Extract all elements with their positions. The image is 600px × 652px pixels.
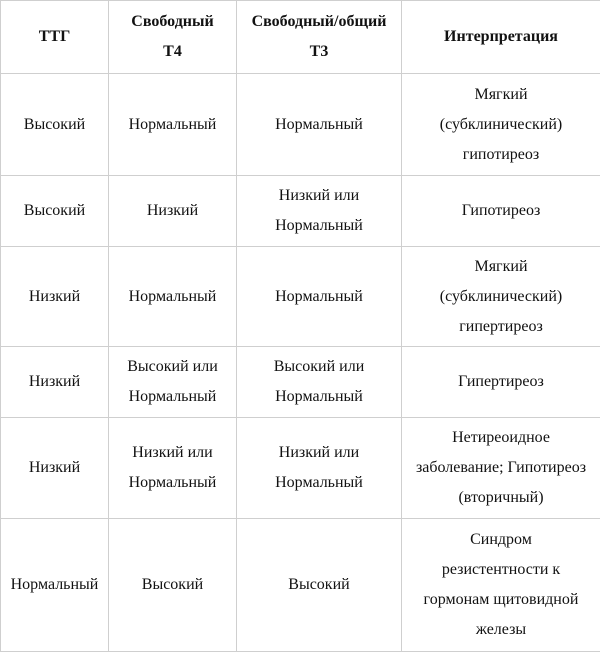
cell-text: Нормальный — [113, 468, 232, 498]
cell-interpretation — [402, 74, 600, 176]
cell-text: (субклинический) — [406, 282, 596, 312]
cell-text: железы — [406, 615, 596, 645]
cell-text: резистентности к — [406, 555, 596, 585]
cell-text: Гипертиреоз — [406, 367, 596, 397]
cell-interpretation — [402, 519, 600, 652]
cell-t3 — [237, 176, 402, 247]
header-row — [1, 1, 600, 74]
cell-t3 — [237, 519, 402, 652]
cell-text: Низкий или — [241, 438, 397, 468]
header-tsh — [1, 1, 109, 74]
header-free-t4 — [109, 1, 237, 74]
table-row — [1, 247, 600, 347]
cell-tsh — [1, 418, 109, 519]
cell-interpretation — [402, 418, 600, 519]
cell-text: Нормальный — [241, 382, 397, 412]
cell-tsh — [1, 247, 109, 347]
cell-text: Нормальный — [241, 211, 397, 241]
header-t3-line2: Т3 — [241, 37, 397, 67]
cell-t3 — [237, 247, 402, 347]
cell-text: Низкий или — [241, 181, 397, 211]
table-row — [1, 519, 600, 652]
cell-t3 — [237, 347, 402, 418]
cell-text: Низкий — [5, 453, 104, 483]
cell-text: Мягкий — [406, 252, 596, 282]
cell-t3 — [237, 418, 402, 519]
cell-text: Высокий — [113, 570, 232, 600]
table-row — [1, 347, 600, 418]
table-row — [1, 176, 600, 247]
cell-tsh — [1, 176, 109, 247]
cell-tsh — [1, 74, 109, 176]
cell-text: Низкий — [5, 282, 104, 312]
cell-text: Низкий — [5, 367, 104, 397]
cell-t4 — [109, 176, 237, 247]
cell-t4 — [109, 418, 237, 519]
cell-text: Нормальный — [113, 110, 232, 140]
cell-t4 — [109, 519, 237, 652]
header-interpretation-label: Интерпретация — [406, 22, 596, 52]
cell-interpretation — [402, 347, 600, 418]
cell-text: гормонам щитовидной — [406, 585, 596, 615]
cell-text: Нормальный — [241, 468, 397, 498]
cell-text: Высокий — [241, 570, 397, 600]
cell-t4 — [109, 347, 237, 418]
table-row — [1, 74, 600, 176]
cell-text: Мягкий — [406, 80, 596, 110]
cell-text: гипертиреоз — [406, 312, 596, 342]
cell-t4 — [109, 74, 237, 176]
cell-text: заболевание; Гипотиреоз — [406, 453, 596, 483]
header-tsh-label: ТТГ — [5, 22, 104, 52]
cell-text: Нормальный — [241, 110, 397, 140]
cell-text: Высокий — [5, 196, 104, 226]
header-t3-line1: Свободный/общий — [241, 7, 397, 37]
cell-interpretation — [402, 247, 600, 347]
header-interpretation — [402, 1, 600, 74]
cell-text: Низкий — [113, 196, 232, 226]
cell-text: Высокий или — [241, 352, 397, 382]
cell-t3 — [237, 74, 402, 176]
cell-text: Нетиреоидное — [406, 423, 596, 453]
cell-text: Высокий — [5, 110, 104, 140]
cell-interpretation — [402, 176, 600, 247]
cell-text: (вторичный) — [406, 483, 596, 513]
cell-text: Нормальный — [241, 282, 397, 312]
cell-text: Нормальный — [5, 570, 104, 600]
cell-text: Синдром — [406, 525, 596, 555]
table-row — [1, 418, 600, 519]
cell-tsh — [1, 347, 109, 418]
cell-text: Гипотиреоз — [406, 196, 596, 226]
cell-text: Нормальный — [113, 382, 232, 412]
cell-t4 — [109, 247, 237, 347]
cell-text: Высокий или — [113, 352, 232, 382]
header-t3 — [237, 1, 402, 74]
cell-text: Нормальный — [113, 282, 232, 312]
header-free-t4-line2: Т4 — [113, 37, 232, 67]
cell-text: гипотиреоз — [406, 140, 596, 170]
cell-text: (субклинический) — [406, 110, 596, 140]
header-free-t4-line1: Свободный — [113, 7, 232, 37]
cell-text: Низкий или — [113, 438, 232, 468]
cell-tsh — [1, 519, 109, 652]
